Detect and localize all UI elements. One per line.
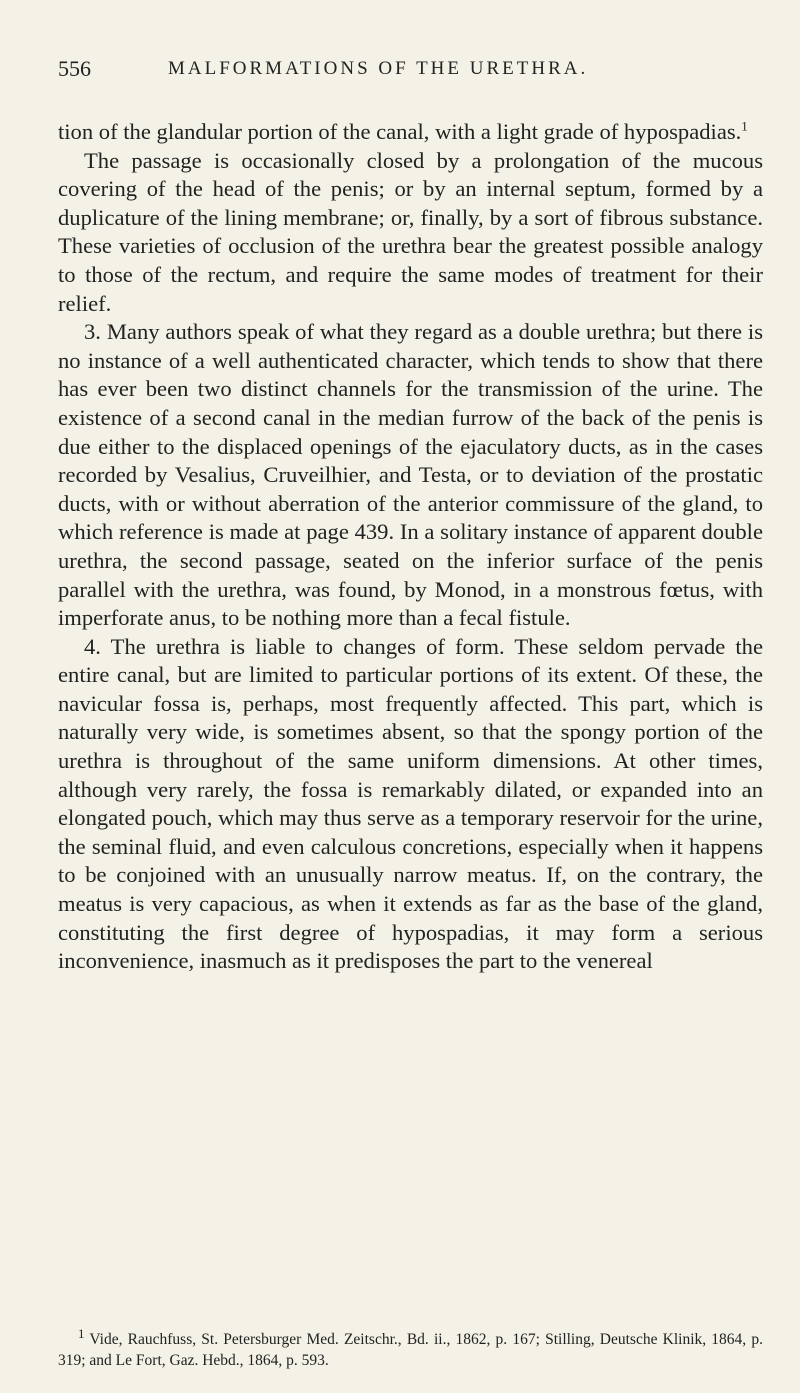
running-title: MALFORMATIONS OF THE URETHRA. [168, 58, 589, 79]
paragraph-3: 3. Many authors speak of what they regard as a double urethra; but there is no instance of a well authenticated character, which tends to show that there has ever been two distinct channels for the transmission of the urine. The existence of a second canal in the median furrow of the back of the penis is due either to the displaced openings of the ejaculatory ducts, as in the cases recorded by Vesalius, Cruveilhier, and Testa, or to deviation of the prostatic ducts, with or without aberration of the anterior commissure of the gland, to which reference is made at page 439. In a solitary instance of apparent double urethra, the second passage, seated on the inferior surface of the penis parallel with the urethra, was found, by Monod, in a monstrous fœtus, with imperforate anus, to be nothing more than a fecal fistule. [58, 319, 763, 631]
footnote-mark: 1 [78, 1325, 85, 1341]
paragraph-2: The passage is occasionally closed by a prolongation of the mucous covering of the head of the penis; or by an internal septum, formed by a duplicature of the lining membrane; or, finally, by a sort of fibrous substance. These varieties of occlusion of the urethra bear the greatest possible analogy to those of the rectum, and require the same modes of treatment for their relief. [58, 147, 763, 316]
footnotes [58, 1325, 763, 1371]
paragraph-4: 4. The urethra is liable to changes of form. These seldom pervade the entire canal, but are limited to particular portions of its extent. Of these, the navicular fossa is, perhaps, most frequently affected. This part, which is naturally very wide, is sometimes absent, so that the spongy portion of the urethra is throughout of the same uniform dimensions. At other times, although very rarely, the fossa is remarkably dilated, or expanded into an elongated pouch, which may thus serve as a temporary reservoir for the urine, the seminal fluid, and even calculous concretions, especially when it happens to be conjoined with an unusually narrow meatus. If, on the contrary, the meatus is very capacious, as when it extends as far as the base of the gland, constituting the first degree of hypospadias, it may form a serious inconvenience, inasmuch as it predisposes the part to the venereal [58, 633, 763, 974]
page-number: 556 [58, 56, 91, 81]
body-text [58, 118, 763, 976]
footnote-reference: 1 [741, 118, 748, 134]
footnote-text: Vide, Rauchfuss, St. Petersburger Med. Zeitschr., Bd. ii., 1862, p. 167; Stilling, Deutsche Klinik, 1864, p. 319; and Le Fort, Gaz. Hebd., 1864, p. 593. [58, 1331, 763, 1369]
footnote-1 [58, 1325, 763, 1371]
paragraph-text: tion of the glandular portion of the canal, with a light grade of hypospadias. [58, 119, 742, 144]
paragraph-1 [58, 118, 763, 147]
page-header [58, 56, 742, 96]
